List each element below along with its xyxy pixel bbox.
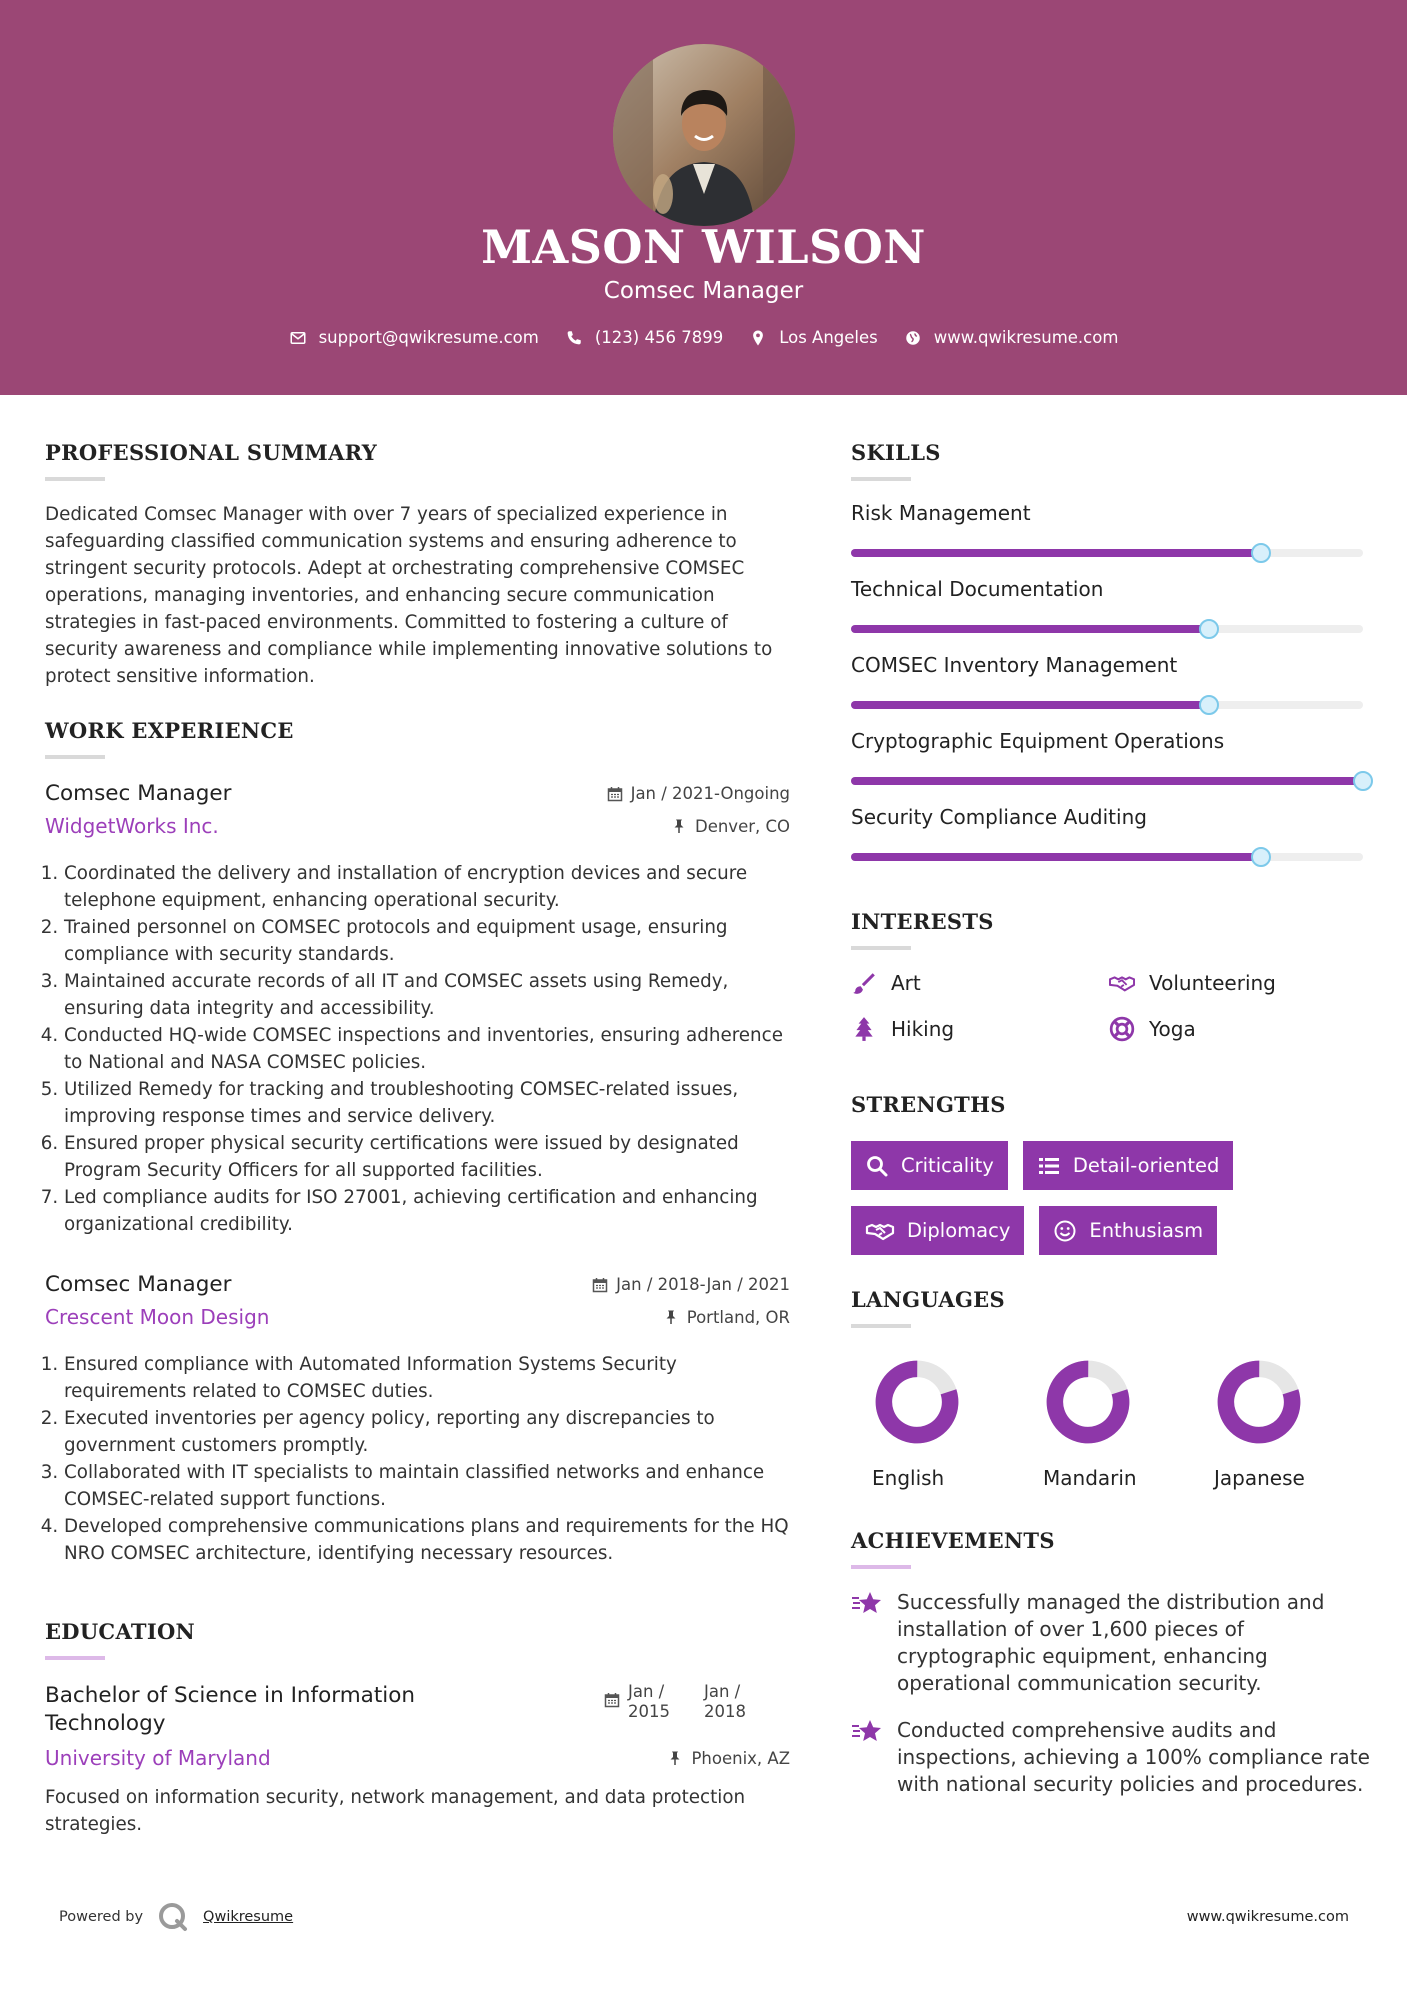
duty-item: 6. Ensured proper physical security certifications were issued by designated Program Security Officers for all supported facilities. (64, 1130, 790, 1184)
education-heading: EDUCATION (45, 1619, 196, 1644)
education-start (628, 1682, 688, 1722)
footer-url[interactable]: www.qwikresume.com (1186, 1909, 1349, 1925)
calendar-icon (604, 1692, 620, 1708)
strength-tag (1039, 1206, 1217, 1255)
section-divider (851, 477, 911, 481)
language-item (1193, 1356, 1364, 1490)
phone-text: (123) 456 7899 (594, 328, 724, 347)
section-divider (851, 946, 911, 950)
skill-bar-fill (851, 701, 1209, 709)
strength-tag (851, 1206, 1024, 1255)
education-dates (604, 1682, 756, 1722)
interest-item (851, 970, 1109, 996)
strengths-list (851, 1141, 1371, 1255)
job-company: WidgetWorks Inc. (45, 814, 219, 838)
contact-location (749, 328, 878, 347)
strengths-section (851, 1092, 1371, 1255)
tree-icon (851, 1016, 877, 1042)
skills-section (851, 440, 1371, 861)
interests-section (851, 909, 1371, 1042)
achievements-section (851, 1528, 1371, 1798)
achievement-item (851, 1589, 1371, 1697)
list-icon (1037, 1154, 1061, 1178)
summary-section (45, 440, 790, 690)
languages-heading: LANGUAGES (851, 1287, 1005, 1312)
skill-bar (851, 853, 1363, 861)
candidate-name: MASON WILSON (481, 220, 926, 274)
language-donut (871, 1356, 963, 1448)
skill-item (851, 577, 1371, 633)
strengths-heading: STRENGTHS (851, 1092, 1006, 1117)
achievements-heading: ACHIEVEMENTS (851, 1528, 1055, 1553)
language-item (851, 1356, 1022, 1490)
duty-item: 4. Developed comprehensive communications plans and requirements for the HQ NRO COMSEC architecture, identifying necessary resources. (64, 1513, 790, 1567)
contact-website[interactable] (904, 328, 1119, 347)
skills-list (851, 501, 1371, 861)
duty-item: 2. Trained personnel on COMSEC protocols and equipment usage, ensuring compliance with security standards. (64, 914, 790, 968)
strength-tag (1023, 1141, 1234, 1190)
degree-title: Bachelor of Science in Information Technology (45, 1683, 416, 1736)
duty-item: 7. Led compliance audits for ISO 27001, achieving certification and enhancing organizational credibility. (64, 1184, 790, 1238)
school-location-text: Phoenix, AZ (691, 1748, 790, 1768)
skill-name: Security Compliance Auditing (851, 805, 1147, 829)
powered-by (59, 1901, 293, 1933)
section-divider (851, 1324, 911, 1328)
smile-icon (1053, 1219, 1077, 1243)
skill-item (851, 501, 1371, 557)
school-name: University of Maryland (45, 1746, 271, 1770)
section-divider (45, 755, 105, 759)
globe-icon (904, 329, 922, 347)
work-heading: WORK EXPERIENCE (45, 718, 294, 743)
resume-header (0, 0, 1407, 395)
skill-name: Risk Management (851, 501, 1031, 525)
pushpin-icon (667, 1750, 683, 1766)
strength-tag (851, 1141, 1008, 1190)
interests-heading: INTERESTS (851, 909, 994, 934)
skill-bar-knob (1199, 619, 1219, 639)
education-end (696, 1682, 756, 1722)
language-donut (1042, 1356, 1134, 1448)
job-duties (45, 1351, 790, 1567)
job-entry (45, 781, 790, 1238)
job-dates (607, 784, 790, 803)
duty-item: 1. Ensured compliance with Automated Information Systems Security requirements related to COMSEC duties. (64, 1351, 790, 1405)
skill-name: Technical Documentation (851, 577, 1104, 601)
duty-item: 5. Utilized Remedy for tracking and troubleshooting COMSEC-related issues, improving response times and service delivery. (64, 1076, 790, 1130)
contact-email[interactable] (289, 328, 539, 347)
skill-item (851, 805, 1371, 861)
skill-bar-fill (851, 777, 1363, 785)
duty-item: 3. Maintained accurate records of all IT and COMSEC assets using Remedy, ensuring data integrity and accessibility. (64, 968, 790, 1022)
website-text: www.qwikresume.com (933, 328, 1119, 347)
paintbrush-icon (851, 970, 877, 996)
education-end-year: 2018 (704, 1702, 746, 1721)
school-location (667, 1749, 790, 1768)
interest-label: Yoga (1149, 1017, 1196, 1041)
language-name: English (872, 1466, 945, 1490)
phone-icon (565, 329, 583, 347)
education-start-month: Jan / (628, 1682, 665, 1701)
job-title: Comsec Manager (45, 1272, 232, 1297)
skill-bar (851, 777, 1363, 785)
skill-bar-knob (1251, 847, 1271, 867)
strength-label: Detail-oriented (1072, 1154, 1220, 1177)
skill-bar-fill (851, 549, 1261, 557)
interest-label: Art (891, 971, 921, 995)
summary-text: Dedicated Comsec Manager with over 7 years of specialized experience in safeguarding classified communication systems and ensuring adherence to stringent security protocols. Adept at orchestrating comprehensive COMSEC operations, managing inventories, and enhancing secure communication strategies in fast-paced environments. Committed to fostering a culture of security awareness and compliance while implementing innovative solutions to protect sensitive information. (45, 504, 773, 687)
section-divider (45, 477, 105, 481)
education-section (45, 1619, 790, 1838)
education-end-month: Jan / (704, 1682, 741, 1701)
calendar-icon (592, 1277, 608, 1293)
skill-name: Cryptographic Equipment Operations (851, 729, 1225, 753)
right-column (851, 440, 1371, 1798)
duty-item: 4. Conducted HQ-wide COMSEC inspections and inventories, ensuring adherence to National and NASA COMSEC policies. (64, 1022, 790, 1076)
skill-bar-knob (1199, 695, 1219, 715)
map-pin-icon (749, 329, 767, 347)
footer (0, 1901, 1407, 1941)
search-icon (865, 1154, 889, 1178)
skill-bar-knob (1251, 543, 1271, 563)
star-icon (851, 1589, 883, 1621)
skill-bar-fill (851, 625, 1209, 633)
strength-label: Diplomacy (907, 1219, 1011, 1242)
skill-bar (851, 549, 1363, 557)
strength-label: Criticality (901, 1154, 994, 1177)
qwikresume-logo-icon (157, 1901, 189, 1933)
pushpin-icon (671, 818, 687, 834)
skill-name: COMSEC Inventory Management (851, 653, 1178, 677)
duty-item: 2. Executed inventories per agency policy, reporting any discrepancies to government customers promptly. (64, 1405, 790, 1459)
job-location-text: Portland, OR (686, 1307, 790, 1327)
job-entry (45, 1272, 790, 1567)
education-description: Focused on information security, network management, and data protection strategies. (45, 1787, 746, 1835)
candidate-title: Comsec Manager (603, 278, 804, 304)
language-name: Mandarin (1043, 1466, 1137, 1490)
interest-label: Volunteering (1149, 971, 1276, 995)
skill-bar-knob (1353, 771, 1373, 791)
calendar-icon (607, 786, 623, 802)
duty-item: 1. Coordinated the delivery and installation of encryption devices and secure telephone equipment, enhancing operational security. (64, 860, 790, 914)
language-item (1022, 1356, 1193, 1490)
strength-label: Enthusiasm (1089, 1219, 1204, 1242)
achievement-text: Successfully managed the distribution and installation of over 1,600 pieces of cryptographic equipment, enhancing operational communication security. (897, 1590, 1325, 1695)
job-location-text: Denver, CO (694, 816, 790, 836)
achievement-item (851, 1717, 1371, 1798)
job-dates (592, 1275, 790, 1294)
job-title: Comsec Manager (45, 781, 232, 806)
section-divider (45, 1656, 105, 1660)
section-divider (851, 1565, 911, 1569)
location-text: Los Angeles (779, 328, 878, 347)
job-location (663, 1308, 790, 1327)
brand-link[interactable]: Qwikresume (203, 1909, 294, 1925)
handshake-icon (865, 1219, 895, 1243)
job-dates-text: Jan / 2021-Ongoing (630, 784, 790, 803)
powered-by-text: Powered by (59, 1909, 144, 1925)
education-start-year: 2015 (628, 1702, 670, 1721)
language-name: Japanese (1214, 1466, 1305, 1490)
skill-bar-fill (851, 853, 1261, 861)
pushpin-icon (663, 1309, 679, 1325)
left-column (45, 440, 790, 1838)
languages-section (851, 1287, 1371, 1490)
star-icon (851, 1717, 883, 1749)
job-dates-text: Jan / 2018-Jan / 2021 (616, 1275, 790, 1294)
job-duties (45, 860, 790, 1238)
profile-photo (613, 44, 795, 226)
skill-bar (851, 701, 1363, 709)
email-text: support@qwikresume.com (318, 328, 539, 347)
interest-item (1109, 1016, 1367, 1042)
work-section (45, 718, 790, 1567)
envelope-icon (289, 329, 307, 347)
contact-phone[interactable] (565, 328, 723, 347)
job-company: Crescent Moon Design (45, 1305, 270, 1329)
interest-item (1109, 970, 1367, 996)
job-location (671, 817, 790, 836)
interest-item (851, 1016, 1109, 1042)
handshake-icon (1109, 970, 1135, 996)
interest-label: Hiking (891, 1017, 955, 1041)
languages-list (851, 1356, 1371, 1490)
contact-bar (0, 328, 1407, 347)
language-donut (1213, 1356, 1305, 1448)
skill-bar (851, 625, 1363, 633)
skills-heading: SKILLS (851, 440, 941, 465)
summary-heading: PROFESSIONAL SUMMARY (45, 440, 378, 465)
skill-item (851, 729, 1371, 785)
duty-item: 3. Collaborated with IT specialists to maintain classified networks and enhance COMSEC-related support functions. (64, 1459, 790, 1513)
skill-item (851, 653, 1371, 709)
lifering-icon (1109, 1016, 1135, 1042)
interests-list (851, 970, 1371, 1042)
achievement-text: Conducted comprehensive audits and inspections, achieving a 100% compliance rate with national security policies and procedures. (897, 1718, 1370, 1796)
